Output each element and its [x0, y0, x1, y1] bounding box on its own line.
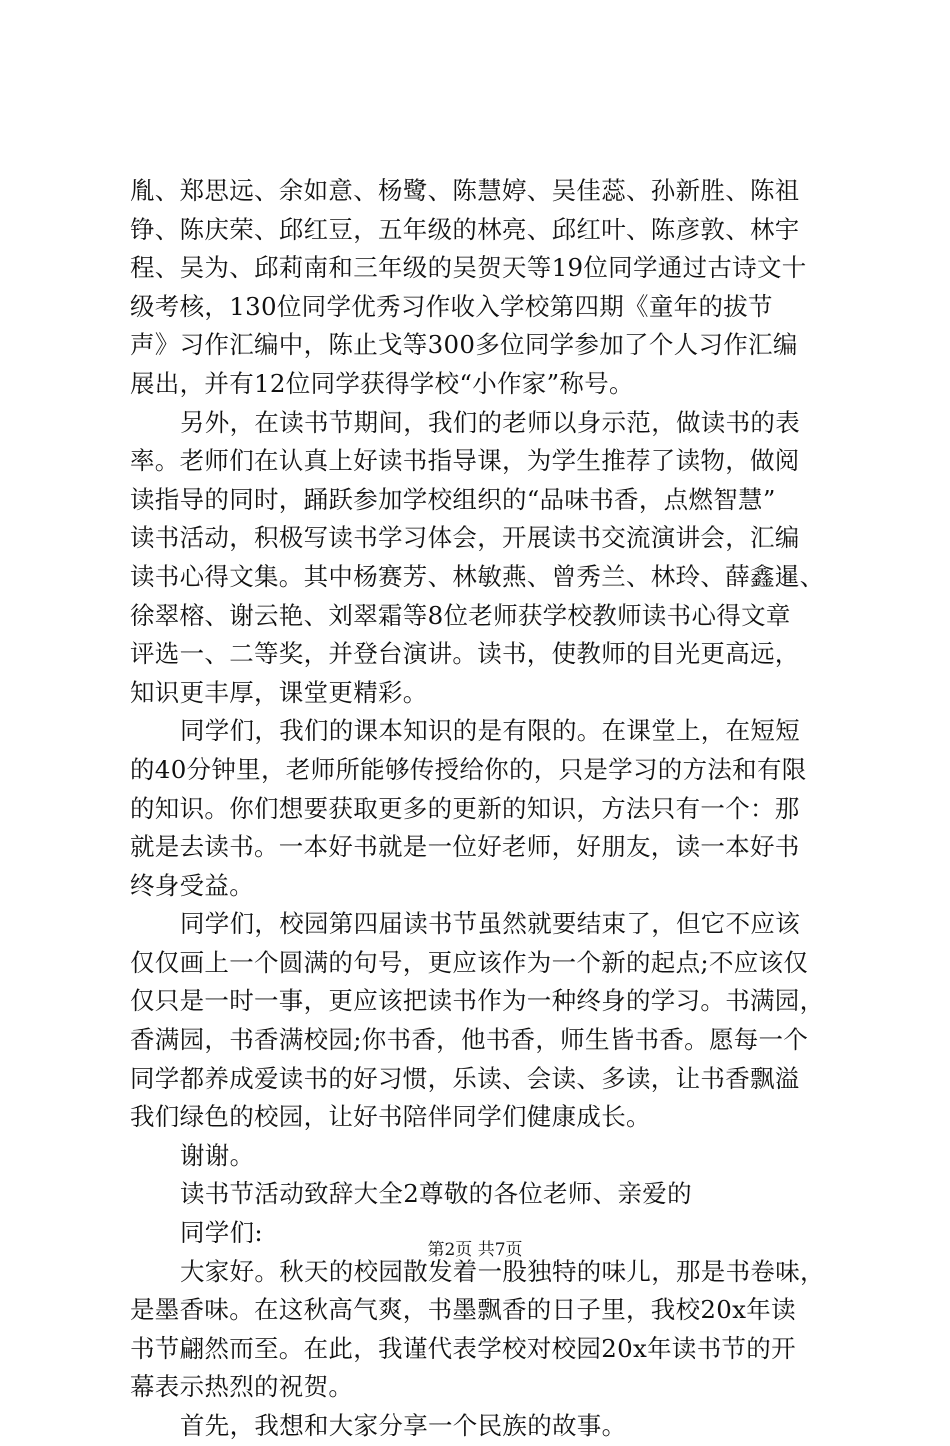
text-line: 铮、陈庆荣、邱红豆，五年级的林亮、邱红叶、陈彦敦、林宇 — [130, 214, 800, 244]
text-line: 书节翩然而至。在此，我谨代表学校对校园20x年读书节的开 — [130, 1333, 796, 1363]
text-line: 读书活动，积极写读书学习体会，开展读书交流演讲会，汇编 — [130, 523, 800, 553]
text-line: 知识更丰厚，课堂更精彩。 — [130, 677, 428, 707]
text-line: 仅仅画上一个圆满的句号，更应该作为一个新的起点;不应该仅 — [130, 947, 809, 977]
text-line: 展出，并有12位同学获得学校“小作家”称号。 — [130, 368, 634, 398]
text-line: 的40分钟里，老师所能够传授给你的，只是学习的方法和有限 — [130, 754, 807, 784]
text-line: 率。老师们在认真上好读书指导课，为学生推荐了读物，做阅 — [130, 446, 800, 476]
text-line: 程、吴为、邱莉南和三年级的吴贺天等19位同学通过古诗文十 — [130, 253, 807, 283]
text-line: 幕表示热烈的祝贺。 — [130, 1372, 354, 1402]
text-line: 同学们，校园第四届读书节虽然就要结束了，但它不应该 — [180, 909, 800, 939]
text-line: 读书节活动致辞大全2尊敬的各位老师、亲爱的 — [180, 1179, 692, 1209]
text-line: 胤、郑思远、余如意、杨鹭、陈慧婷、吴佳蕊、孙新胜、陈祖 — [130, 176, 800, 205]
text-line: 大家好。秋天的校园散发着一股独特的味儿，那是书卷味， — [180, 1256, 825, 1286]
text-line: 首先，我想和大家分享一个民族的故事。 — [180, 1411, 627, 1440]
text-line: 级考核，130位同学优秀习作收入学校第四期《童年的拔节 — [130, 291, 773, 321]
text-line: 徐翠榕、谢云艳、刘翠霜等8位老师获学校教师读书心得文章 — [130, 600, 791, 630]
text-line: 另外，在读书节期间，我们的老师以身示范，做读书的表 — [180, 407, 800, 437]
text-line: 就是去读书。一本好书就是一位好老师，好朋友，读一本好书 — [130, 832, 800, 862]
text-line: 谢谢。 — [180, 1140, 255, 1170]
text-line: 评选一、二等奖，并登台演讲。读书，使教师的目光更高远， — [130, 639, 800, 669]
text-line: 同学们: — [180, 1218, 263, 1248]
text-line: 声》习作汇编中，陈止戈等300多位同学参加了个人习作汇编 — [130, 330, 798, 360]
text-line: 仅只是一时一事，更应该把读书作为一种终身的学习。书满园， — [130, 986, 825, 1016]
text-line: 是墨香味。在这秋高气爽，书墨飘香的日子里，我校20x年读 — [130, 1295, 796, 1325]
text-line: 读书心得文集。其中杨赛芳、林敏燕、曾秀兰、林玲、薛鑫暹、 — [130, 561, 825, 591]
text-line: 的知识。你们想要获取更多的更新的知识，方法只有一个：那 — [130, 793, 800, 823]
text-line: 读指导的同时，踊跃参加学校组织的“品味书香，点燃智慧” — [130, 484, 776, 514]
page-footer: 第2页 共7页 — [427, 1240, 523, 1260]
text-line: 同学们，我们的课本知识的是有限的。在课堂上，在短短 — [180, 716, 800, 746]
text-line: 终身受益。 — [130, 870, 254, 900]
text-line: 我们绿色的校园，让好书陪伴同学们健康成长。 — [130, 1102, 651, 1132]
text-line: 香满园，书香满校园;你书香，他书香，师生皆书香。愿每一个 — [130, 1025, 809, 1055]
text-line: 同学都养成爱读书的好习惯，乐读、会读、多读，让书香飘溢 — [130, 1063, 800, 1093]
